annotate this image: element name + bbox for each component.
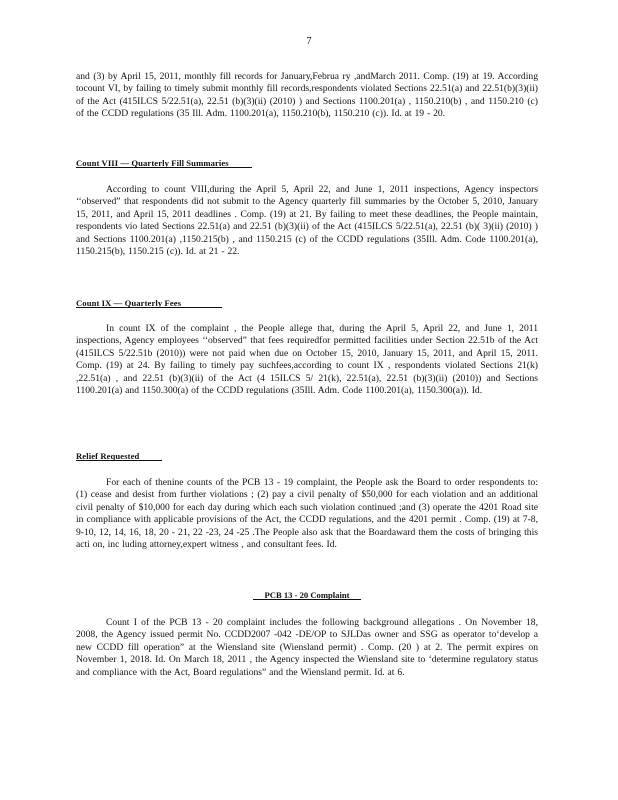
heading-count-9-text: Count IX — Quarterly Fees — [76, 298, 182, 308]
heading-pcb-text: PCB 13 - 20 Complaint — [264, 590, 350, 600]
heading-relief-text: Relief Requested — [76, 451, 140, 461]
heading-count-9 — [76, 297, 222, 309]
paragraph-relief: For each of thenine counts of the PCB 13 - 19 complaint, the People ask the Board to order respondents to: (1) cease and desist from further violations ; (2) pay a civil penalty of $50,000 for each violation and an additional civil penalty of $10,000 for each day during which each such violation continued ;and (3) operate the 4201 Road site in compliance with applicable provisions of the Act, the CCDD regulations, and the 4201 permit . Comp. (19) at 7-8, 9-10, 12, 14, 16, 18, 20 - 21, 22 -23, 24 -25 .The People also ask that the Boardaward them the costs of bringing this acti on, inc luding attorney,expert witness , and consultant fees. Id. — [76, 477, 538, 551]
heading-count-8-text: Count VIII — Quarterly Fill Summaries — [76, 158, 229, 168]
page-number: 7 — [306, 36, 312, 47]
paragraph-count-8: According to count VIII,during the April 5, April 22, and June 1, 2011 inspections, Agency inspectors ‘‘observed” that respondents did not submit to the Agency quarterly fill summaries by the October 5, 2010, January 15, 2011, and April 15, 2011 deadlines . Comp. (19) at 21. By failing to meet these deadlines, the People maintain, respondents vio lated Sections 22.51(a) and 22.51 (b)(3)(ii) of the Act (415ILCS 5/22.51(a), 22.51 (b)( 3)(ii) (2010) ) and Sections 1100.201(a) ,1150.215(b) , and 1150.215 (c) of the CCDD regulations (35Ill. Adm. Code 1100.201(a), 1150.215(b), 1150.215 (c)). Id. at 21 - 22. — [76, 184, 538, 258]
paragraph-count-9: In count IX of the complaint , the People allege that, during the April 5, April 22, and June 1, 2011 inspections, Agency employees ‘‘observed” that fees requiredfor permitted facilities under Section 22.51b of the Act (415ILCS 5/22.51b (2010)) were not paid when due on October 15, 2010, January 15, 2011, and April 15, 2011. Comp. (19) at 24. By failing to timely pay suchfees,according to count IX , respondents violated Sections 21(k) ,22.51(a) , and 22.51 (b)(3)(ii) of the Act (4 15ILCS 5/ 21(k), 22.51(a), 22.51 (b)(3)(ii) (2010)) and Sections 1100.201(a) and 1150.300(a) of the CCDD regulations (35Ill. Adm. Code 1100.201(a), 1150.300(a)). Id. — [76, 323, 538, 397]
heading-relief — [76, 450, 162, 462]
paragraph-pcb-13-20-count-1: Count I of the PCB 13 - 20 complaint includes the following background allegations . On November 18, 2008, the Agency issued permit No. CCDD2007 -042 -DE/OP to SJLDas owner and SSG as operator to‘develop a new CCDD fill operation” at the Wiensland site (Wiensland permit) . Comp. (20 ) at 2. The permit expires on November 1, 2018. Id. On March 18, 2011 , the Agency inspected the Wiensland site to ‘determine regulatory status and compliance with the Act, Board regulations” and the Wiensland permit. Id. at 6. — [76, 617, 538, 678]
heading-pcb-13-20 — [76, 589, 538, 601]
heading-count-8 — [76, 157, 252, 169]
paragraph-count6-continued: and (3) by April 15, 2011, monthly fill records for January,Februa ry ,andMarch 2011. Comp. (19) at 19. According tocount VI, by failing to timely submit monthly fill records,respondents violated Sections 22.51(a) and 22.51(b)(3)(ii) of the Act (415ILCS 5/22.51(a), 22.51 (b)(3)(ii) (2010) ) and Sections 1100.201(a) , 1150.210(b) , and 1150.210 (c) of the CCDD regulations (35 Ill. Adm. 1100.201(a), 1150.210(b), 1150.210 (c)). Id. at 19 - 20. — [76, 71, 538, 120]
